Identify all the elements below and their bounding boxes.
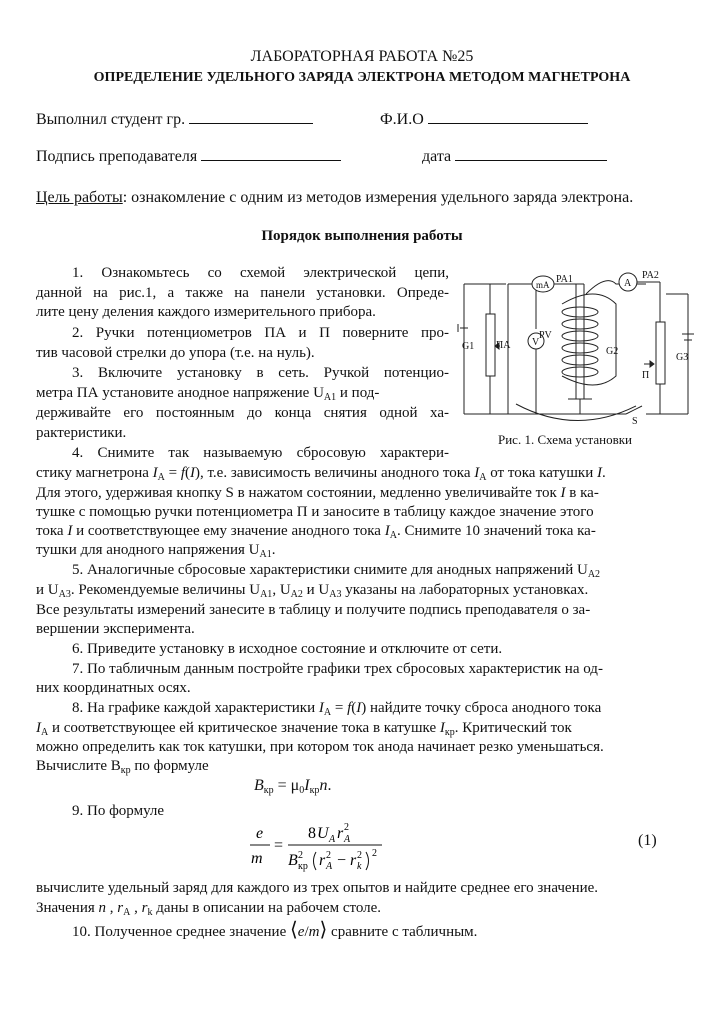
signature-blank	[201, 147, 341, 161]
lab-title: ОПРЕДЕЛЕНИЕ УДЕЛЬНОГО ЗАРЯДА ЭЛЕКТРОНА МЕТОДОМ МАГНЕТРОНА	[93, 70, 631, 85]
formula-paren-left	[314, 852, 317, 870]
step1-line1: 1. Ознакомьтесь со схемой электрической цепи,	[72, 265, 449, 281]
label-pa2: PA2	[642, 270, 659, 281]
step8-line3: можно определить как ток катушки, при котором ток анода начинает резко уменьшаться.	[36, 739, 604, 755]
step7-line1: 7. По табличным данным постройте графики трех сбросовых характеристик на од-	[72, 661, 603, 677]
formula-m: m	[251, 850, 263, 867]
step8-line1: 8. На графике каждой характеристики $I_A = f(I)$ найдите точку сброса анодного тока	[72, 700, 602, 718]
step4-line6: тушки для анодного напряжения $U_{A1}$.	[36, 542, 276, 560]
formula-U: U	[317, 825, 329, 842]
step3-line1: 3. Включите установку в сеть. Ручкой потенцио-	[72, 365, 449, 381]
label-a: A	[624, 278, 632, 289]
label-g1: G1	[462, 341, 475, 352]
step4-line5: тока I и соответствующее ему значение анодного тока $I_A$. Снимите 10 значений тока ка-	[36, 523, 596, 541]
formula-r2: r	[350, 852, 357, 869]
signature-line	[36, 147, 341, 166]
date-line	[422, 147, 607, 166]
formula-bkr: $B_{кр} = \mu_0I_{кр}n$.	[254, 777, 332, 796]
label-g3: G3	[676, 352, 689, 363]
goal-line	[36, 189, 633, 207]
label-v: V	[532, 337, 540, 348]
step3-line4: рактеристики.	[36, 425, 127, 441]
step9-after-line2: Значения n , $r_A$ , $r_k$ даны в описании на рабочем столе.	[36, 900, 382, 918]
label-g2: G2	[606, 346, 619, 357]
step8-line2: $I_A$ и соответствующее ей критическое значение тока в катушке $I_{кр}$. Критический ток	[36, 720, 572, 738]
formula-r1-sup: 2	[326, 850, 331, 861]
formula-r2-sup: 2	[357, 850, 362, 861]
formula-outer-sup: 2	[372, 848, 377, 859]
formula-r2-sub: k	[357, 861, 362, 872]
step4-line2: стику магнетрона $I_A = f(I)$, т.е. зависимость величины анодного тока $I_A$ от тока катушки I.	[36, 465, 606, 483]
formula-B-sup: 2	[298, 850, 303, 861]
step9-line: 9. По формуле	[72, 803, 165, 819]
formula-em	[240, 818, 390, 880]
fio-label: Ф.И.О	[380, 111, 424, 128]
formula-num8: 8	[308, 825, 316, 842]
formula-eq: =	[274, 837, 284, 854]
figure-caption: Рис. 1. Схема установки	[498, 432, 632, 447]
step4-line3: Для этого, удерживая кнопку S в нажатом состоянии, медленно увеличивайте ток I в ка-	[36, 485, 599, 501]
circuit-figure	[456, 264, 696, 432]
formula-rA-sup: 2	[344, 822, 349, 833]
formula-paren-right	[366, 852, 369, 870]
formula-UA: A	[329, 834, 336, 845]
step5-line3: Все результаты измерений занесите в таблицу и получите подпись преподавателя о за-	[36, 602, 591, 618]
step1-line2: данной на рис.1, а также на панели установки. Опреде-	[36, 285, 449, 301]
formula-B: B	[288, 852, 298, 869]
label-pv: PV	[539, 330, 552, 341]
step1-line3: лите цену деления каждого измерительного прибора.	[36, 304, 376, 320]
step6-line: 6. Приведите установку в исходное состояние и отключите от сети.	[72, 641, 503, 657]
step3-line3: держивайте его постоянным до конца снятия одной ха-	[36, 405, 449, 421]
formula-number: (1)	[638, 832, 657, 849]
step5-line2: и $U_{A3}$. Рекомендуемые величины $U_{A1}$, $U_{A2}$ и $U_{A3}$ указаны на лабораторных установках.	[36, 582, 589, 600]
step3-line2: метра ПА установите анодное напряжение $U_{A1}$ и под-	[36, 385, 380, 403]
lab-number: ЛАБОРАТОРНАЯ РАБОТА №25	[250, 48, 474, 65]
student-label: Выполнил студент гр.	[36, 111, 186, 128]
formula-r: r	[337, 825, 344, 842]
step2-line2: тив часовой стрелки до упора (т.е. на нуль).	[36, 345, 315, 361]
formula-minus: −	[337, 852, 347, 869]
formula-e: e	[256, 825, 264, 842]
procedure-heading: Порядок выполнения работы	[261, 228, 463, 244]
goal-text: : ознакомление с одним из методов измерения удельного заряда электрона.	[122, 189, 634, 206]
step4-line4: тушке с помощью ручки потенциометра П и заносите в таблицу каждое значение этого	[36, 504, 594, 520]
step9-after-line1: вычислите удельный заряд для каждого из трех опытов и найдите среднее его значение.	[36, 880, 599, 896]
student-line	[36, 110, 313, 129]
label-s: S	[632, 416, 638, 427]
date-label: дата	[422, 148, 452, 165]
step7-line2: них координатных осях.	[36, 680, 191, 696]
fio-line	[380, 110, 588, 129]
step10-line: 10. Полученное среднее значение ⟨e/m⟩ сравните с табличным.	[72, 919, 478, 941]
step5-line4: вершении эксперимента.	[36, 621, 195, 637]
formula-rA-sub: A	[344, 834, 351, 845]
step2-line1: 2. Ручки потенциометров ПА и П поверните про-	[72, 325, 449, 341]
goal-label: Цель работы	[36, 189, 123, 206]
label-p: П	[642, 370, 650, 381]
signature-label: Подпись преподавателя	[36, 148, 198, 165]
date-blank	[455, 147, 607, 161]
label-pa: ПА	[496, 340, 511, 351]
group-blank	[189, 110, 313, 124]
step8-line4: Вычислите $В_{кр}$ по формуле	[36, 758, 209, 776]
label-ma: mA	[536, 280, 550, 290]
fio-blank	[428, 110, 588, 124]
step5-line1: 5. Аналогичные сбросовые характеристики снимите для анодных напряжений $U_{A2}$	[72, 562, 601, 580]
label-pa1: PA1	[556, 274, 573, 285]
formula-r1: r	[319, 852, 326, 869]
formula-r1-sub: A	[326, 861, 333, 872]
formula-B-sub: кр	[298, 861, 308, 872]
step4-line1: 4. Снимите так называемую сбросовую характери-	[72, 445, 449, 461]
